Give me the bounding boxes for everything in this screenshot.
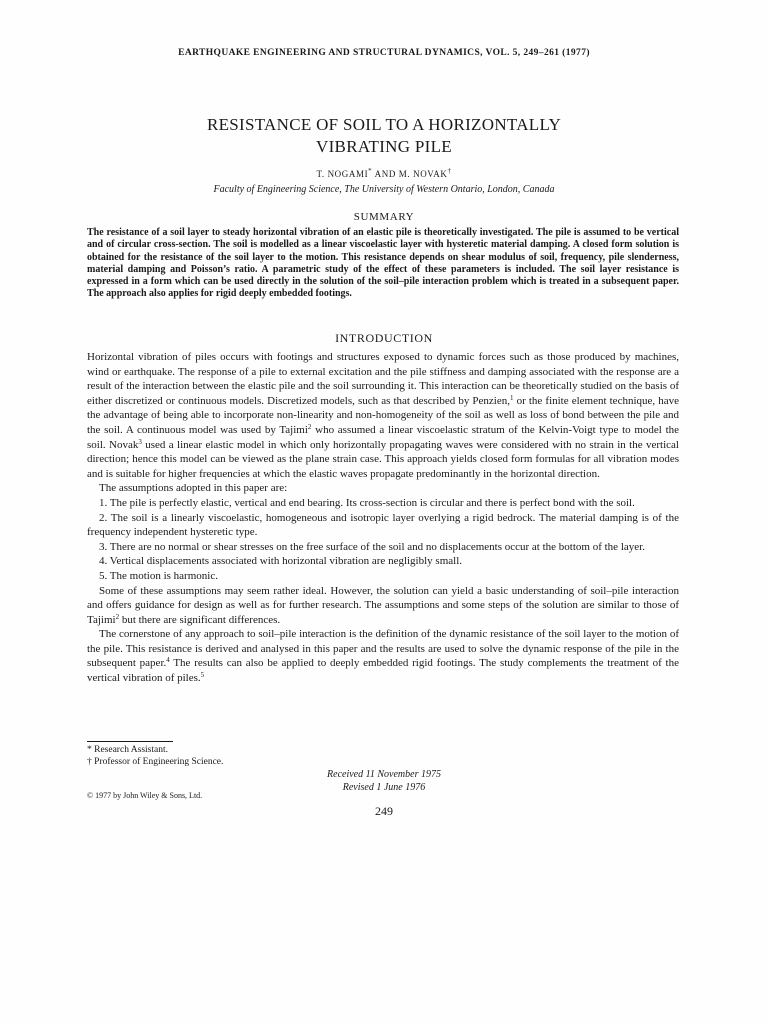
intro-p1-text-a: Horizontal vibration of piles occurs with footings and structures exposed to dynamic forces such as those produced by machines, wind or earthquake. The response of a pile to external excitation and the pile stiffness and damping associated with the response are a result of the interaction between the elastic pile and the soil surrounding it. This interaction can be theoretically studied on the basis of either discretized or continuous models. Discretized models, such as that described by Penzien, (87, 351, 679, 407)
title-line-2: VIBRATING PILE (316, 137, 452, 156)
introduction-heading: INTRODUCTION (335, 331, 433, 345)
author-1-mark: * (368, 167, 373, 175)
intro-p3-text-a: The cornerstone of any approach to soil–pile interaction is the definition of the dynamic resistance of the soil layer to the motion of the pile. This resistance is derived and analysed in this paper and the results are used to solve the dynamic response of the pile in the subsequent paper. (87, 628, 679, 670)
assumption-item-3: 3. There are no normal or shear stresses on the free surface of the soil and no displacements occur at the bottom of the layer. (99, 540, 645, 553)
citation-ref: 2 (307, 422, 312, 431)
intro-p2-text-b: but there are significant differences. (119, 613, 281, 626)
intro-p2-text-a: Some of these assumptions may seem rather ideal. However, the solution can yield a basic understanding of soil–pile interaction and offers guidance for design as well as for further research. The assumptions and some steps of the solution are similar to those of Tajimi (87, 584, 679, 626)
title-line-1: RESISTANCE OF SOIL TO A HORIZONTALLY (206, 115, 562, 134)
intro-paragraph-2 (87, 584, 679, 628)
revised-date: Revised 1 June 1976 (342, 782, 426, 793)
citation-ref: 5 (200, 671, 205, 680)
citation-ref: 2 (115, 612, 120, 621)
footnote-divider (87, 741, 173, 742)
page-number: 249 (375, 804, 393, 818)
assumption-item-2: 2. The soil is a linearly viscoelastic, homogeneous and isotropic layer overlying a rigid bedrock. The material damping is of the frequency independent hysteretic type. (87, 511, 679, 539)
assumptions-intro: The assumptions adopted in this paper are: (99, 482, 288, 495)
intro-p1-text-d: used a linear elastic model in which only horizontally propagating waves were considered with no strain in the vertical direction; hence this model can be viewed as the plane strain case. This approach yields closed form formulas for all vibration modes and is suitable for higher frequencies at which the elastic waves propagate predominantly in the horizontal direction. (87, 438, 679, 480)
received-date: Received 11 November 1975 (327, 769, 441, 780)
intro-p1-text-b: or the finite element technique, have the advantage of being able to incorporate non-linearity and non-homogeneity of the soil as well as loss of bond between the pile and the soil. A continuous model was used by Tajimi (87, 394, 680, 436)
citation-ref: 3 (138, 437, 142, 446)
citation-ref: 1 (510, 393, 514, 402)
intro-paragraph-1 (87, 350, 679, 481)
footnote-1: * Research Assistant. (87, 745, 169, 755)
author-2-mark: † (447, 167, 452, 175)
paper-title (0, 114, 768, 158)
authors (0, 169, 768, 179)
footnotes (87, 744, 387, 768)
author-2: M. NOVAK (398, 169, 448, 179)
assumption-item-4: 4. Vertical displacements associated with horizontal vibration are negligibly small. (99, 555, 463, 568)
authors-and: AND (372, 169, 399, 179)
intro-p1-text-c: who assumed a linear viscoelastic stratum of the Kelvin-Voigt type to model the soil. Novak (87, 423, 680, 451)
summary-text: The resistance of a soil layer to steady horizontal vibration of an elastic pile is theoretically investigated. The pile is assumed to be vertical and of circular cross-section. The soil is modelled as a linear viscoelastic layer with hysteretic material damping. A closed form solution is obtained for the resistance of the soil layer to the motion. This resistance depends on shear modulus of soil, frequency, pile slenderness, material damping and Poisson’s ratio. A parametric study of the effect of these parameters is included. The soil layer resistance is expressed in a form which can be used directly in the solution of the soil–pile interaction problem which is treated in a subsequent paper. The approach also applies for rigid deeply embedded footings. (87, 227, 679, 300)
intro-paragraph-3 (87, 627, 679, 685)
introduction-body (87, 350, 679, 686)
journal-header: EARTHQUAKE ENGINEERING AND STRUCTURAL DYNAMICS, VOL. 5, 249–261 (1977) (178, 48, 590, 58)
summary-heading: SUMMARY (353, 211, 415, 223)
author-1: T. NOGAMI (316, 169, 369, 179)
affiliation: Faculty of Engineering Science, The University of Western Ontario, London, Canada (213, 184, 555, 195)
footnote-2: † Professor of Engineering Science. (87, 757, 224, 767)
copyright-notice: © 1977 by John Wiley & Sons, Ltd. (87, 791, 203, 800)
assumption-item-1: 1. The pile is perfectly elastic, vertical and end bearing. Its cross-section is circular and there is perfect bond with the soil. (99, 496, 635, 509)
citation-ref: 4 (166, 656, 170, 665)
assumption-item-5: 5. The motion is harmonic. (99, 569, 218, 582)
intro-p3-text-b: The results can also be applied to deeply embedded rigid footings. The study complements the treatment of the vertical vibration of piles. (87, 657, 679, 685)
